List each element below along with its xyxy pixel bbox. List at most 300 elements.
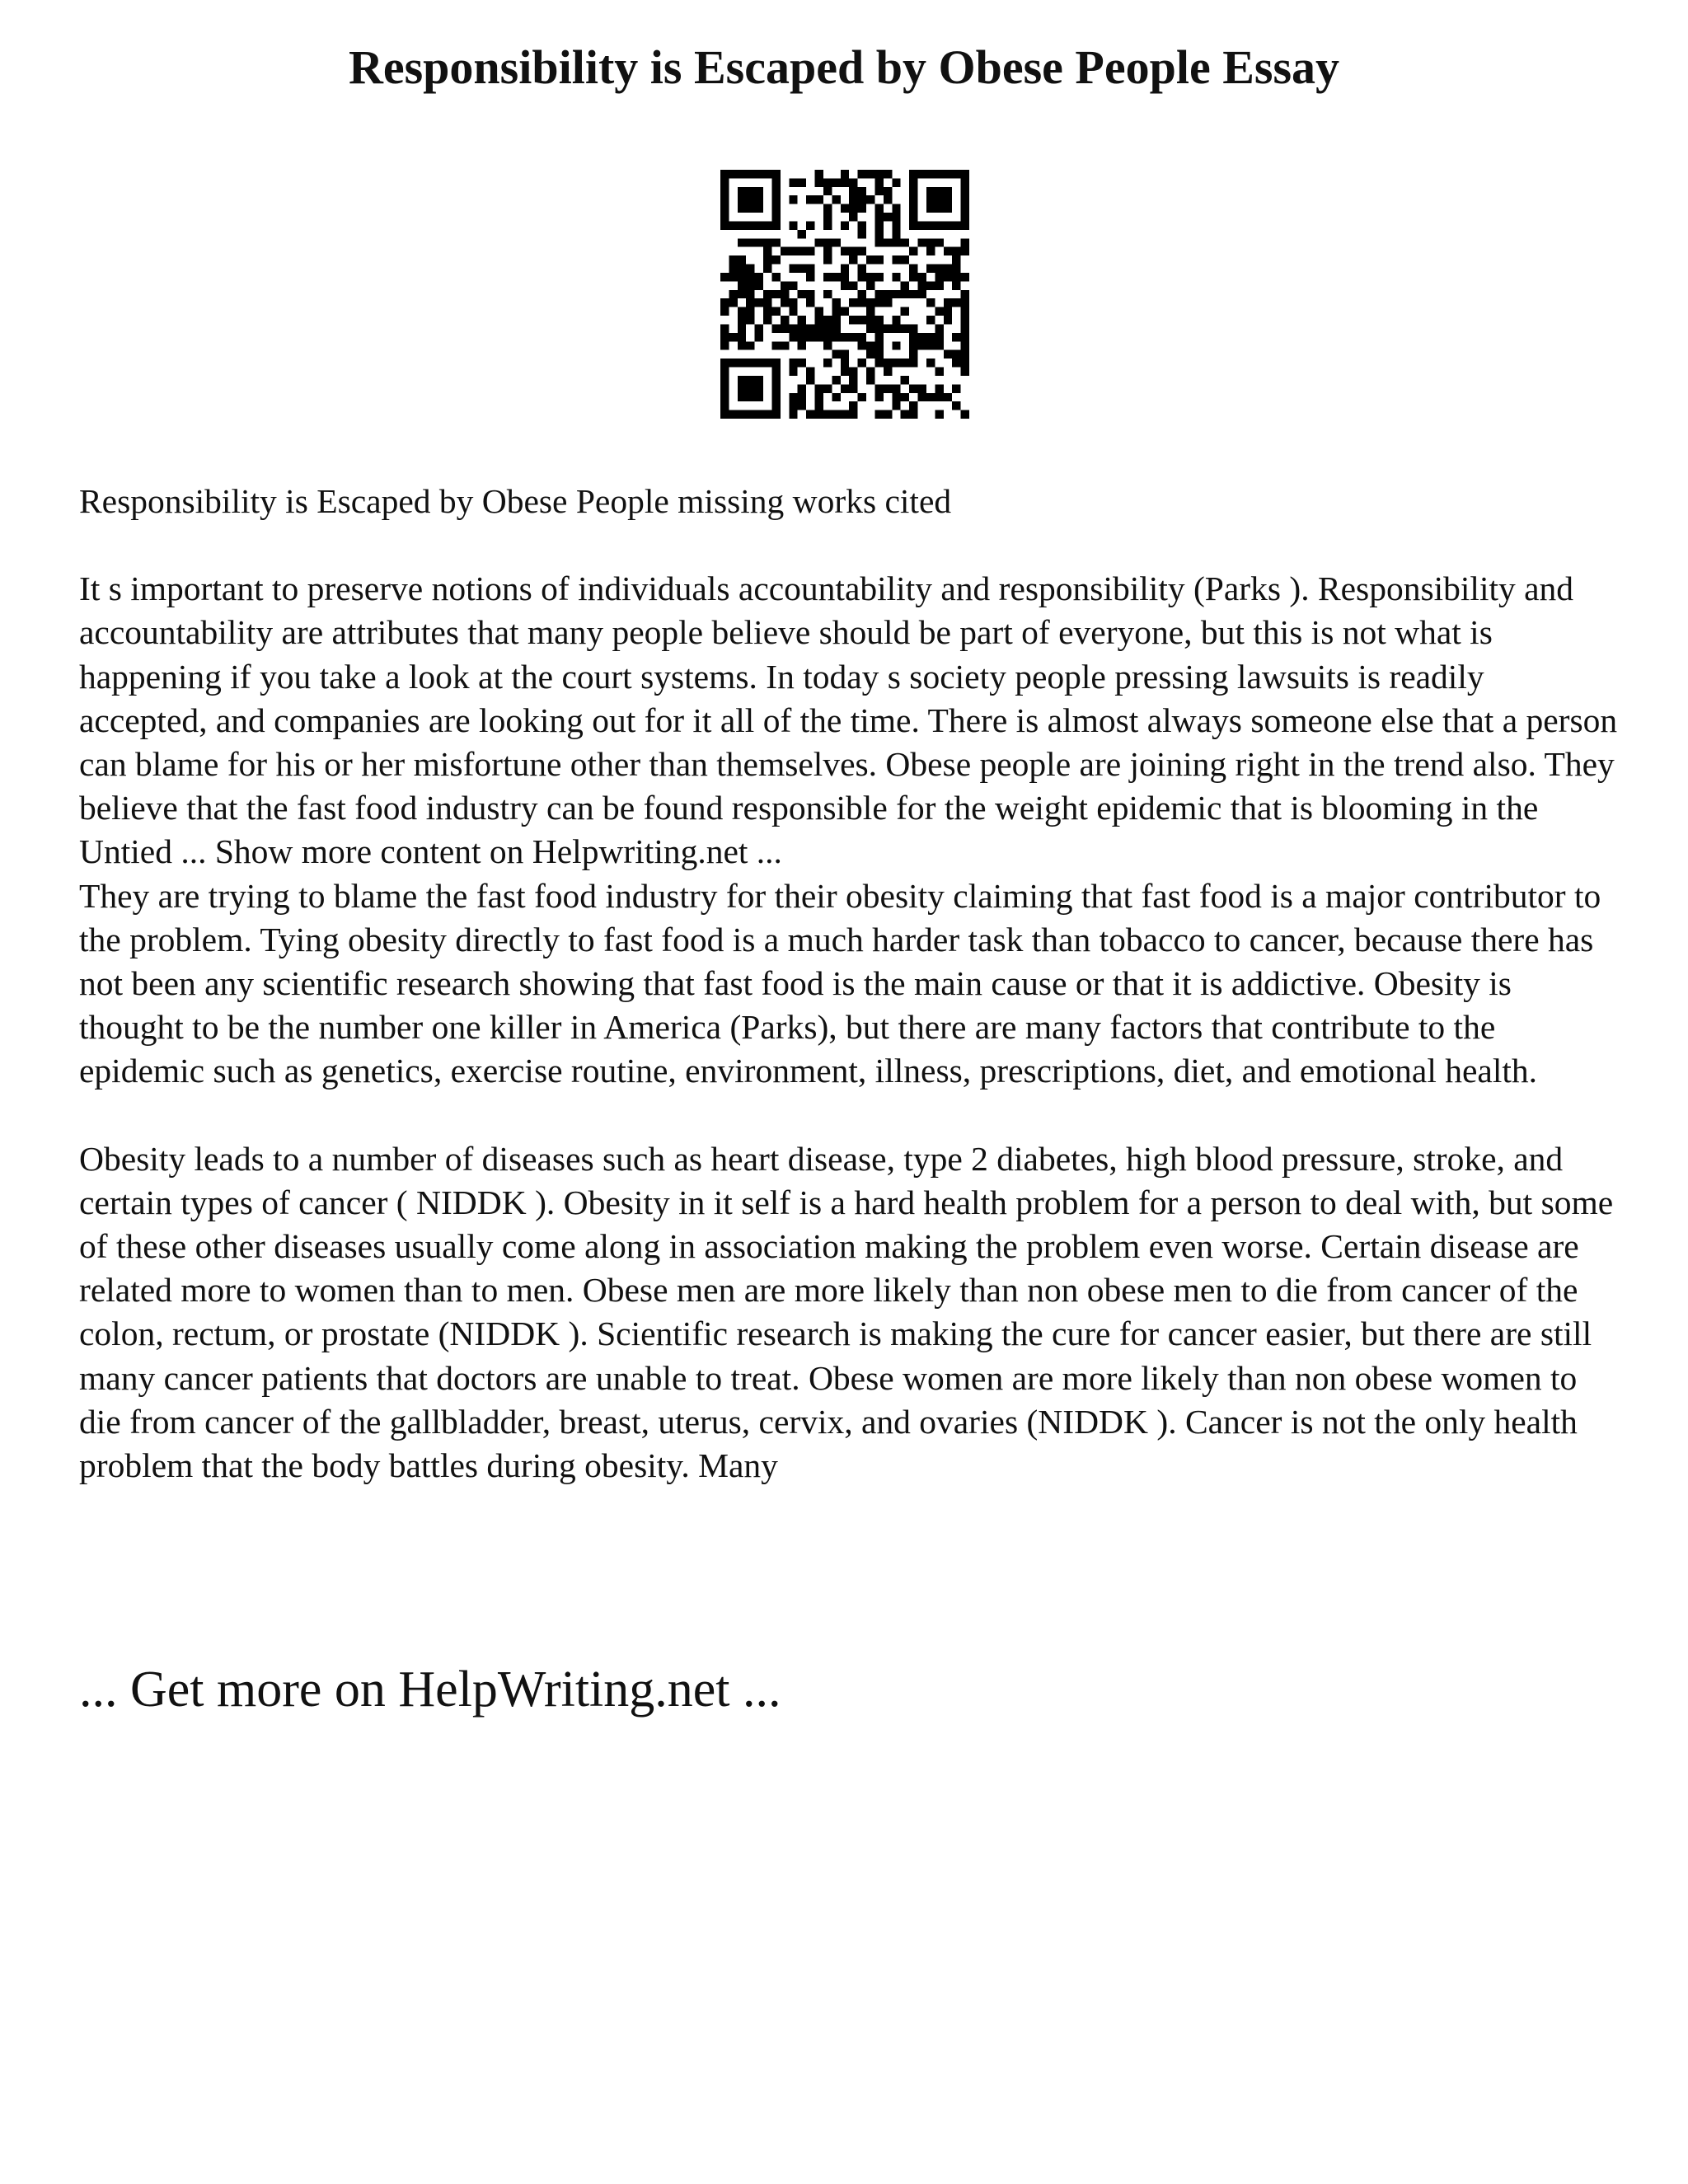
qr-module [961,410,969,419]
qr-module [884,238,892,246]
qr-module [874,238,883,246]
qr-module [806,368,814,376]
qr-module [841,170,849,178]
qr-module [866,341,874,349]
qr-module [781,341,789,349]
qr-module [832,178,840,186]
qr-module [789,368,797,376]
qr-module [952,247,960,255]
qr-module [806,376,814,384]
qr-module [798,384,806,392]
qr-module [789,195,797,204]
qr-module [935,333,943,341]
qr-module [720,333,729,341]
qr-module [771,195,780,204]
qr-module [746,393,754,401]
qr-module [849,410,857,419]
qr-module [806,221,814,229]
qr-module [832,273,840,281]
qr-module [738,255,746,264]
qr-module [918,170,926,178]
qr-module [832,195,840,204]
qr-module [874,384,883,392]
qr-module [935,281,943,289]
qr-module [926,359,935,367]
qr-module [729,290,737,298]
qr-module [944,204,952,213]
qr-module [884,170,892,178]
qr-module [841,368,849,376]
qr-module [901,393,909,401]
qr-module [755,170,763,178]
qr-module [866,368,874,376]
qr-module [720,221,729,229]
qr-module [798,341,806,349]
qr-module [841,307,849,316]
qr-module [961,290,969,298]
qr-module [763,221,771,229]
qr-module [935,204,943,213]
qr-module [952,350,960,359]
qr-module [738,204,746,213]
qr-module [771,204,780,213]
document-body [79,480,1620,1488]
qr-module [755,410,763,419]
qr-module [738,187,746,195]
qr-module [849,333,857,341]
qr-module [909,213,917,221]
qr-module [849,401,857,410]
qr-module [832,298,840,307]
qr-module [815,195,823,204]
qr-module [763,247,771,255]
qr-module [909,401,917,410]
qr-module [909,359,917,367]
qr-module [738,281,746,289]
qr-module [738,384,746,392]
qr-module [926,247,935,255]
qr-module [771,393,780,401]
qr-module [832,238,840,246]
qr-module [874,410,883,419]
qr-module [849,384,857,392]
qr-module [892,273,900,281]
qr-module [720,204,729,213]
qr-module [901,290,909,298]
qr-module [849,187,857,195]
qr-module [892,290,900,298]
qr-module [901,359,909,367]
qr-module [771,341,780,349]
qr-module [866,195,874,204]
qr-module [849,204,857,213]
qr-module [944,350,952,359]
document-title: Responsibility is Escaped by Obese People Essay [348,40,1340,94]
qr-module [935,265,943,273]
qr-module [944,307,952,316]
qr-module [874,290,883,298]
paragraph-2: They are trying to blame the fast food industry for their obesity claiming that fast food is a major contributor to the problem. Tying obesity directly to fast food is a much harder task than tobacco to cancer, because there has not been any scientific research showing that fast food is the main cause or that it is addictive. Obesity is thought to be the number one killer in America (Parks), but there are many factors that contribute to the epidemic such as genetics, exercise routine, environment, illness, prescriptions, diet, and emotional health. [79,876,1601,1090]
paragraph-3: Obesity leads to a number of diseases such as heart disease, type 2 diabetes, high blood pressure, stroke, and certain types of cancer ( NIDDK ). Obesity in it self is a hard health problem for a person to deal with, but some of these other diseases usually come along in association making the problem even worse. Certain disease are related more to women than to men. Obese men are more likely than non obese men to die from cancer of the colon, rectum, or prostate (NIDDK ). Scientific research is making the cure for cancer easier, but there are still many cancer patients that doctors are unable to treat. Obese women are more likely than non obese women to die from cancer of the gallbladder, breast, uterus, cervix, and ovaries (NIDDK ). Cancer is not the only health problem that the body battles during obesity. Many [79,1139,1614,1485]
qr-module [738,376,746,384]
qr-module [926,170,935,178]
qr-module [892,324,900,332]
qr-module [815,393,823,401]
qr-module [798,290,806,298]
qr-module [789,359,797,367]
qr-module [755,221,763,229]
qr-module [858,359,866,367]
qr-module [909,324,917,332]
qr-module [806,324,814,332]
qr-module [909,410,917,419]
qr-module [763,316,771,324]
qr-module [961,359,969,367]
qr-module [961,221,969,229]
qr-module [918,333,926,341]
qr-module [763,290,771,298]
qr-module [866,316,874,324]
qr-module [789,247,797,255]
qr-module [789,298,797,307]
qr-module [892,359,900,367]
qr-module [849,281,857,289]
qr-module [823,333,832,341]
qr-module [874,298,883,307]
qr-module [798,401,806,410]
qr-module [738,170,746,178]
qr-module [858,170,866,178]
qr-module [720,393,729,401]
qr-module [738,333,746,341]
qr-module [858,204,866,213]
qr-module [720,410,729,419]
qr-module [944,273,952,281]
qr-module [815,333,823,341]
qr-module [935,368,943,376]
qr-module [918,341,926,349]
qr-module [823,290,832,298]
qr-module [771,324,780,332]
get-more-link[interactable]: ... Get more on HelpWriting.net ... [79,1661,781,1718]
qr-module [944,195,952,204]
qr-module [832,324,840,332]
qr-module [874,170,883,178]
qr-module [789,324,797,332]
qr-module [926,195,935,204]
qr-module [763,255,771,264]
qr-module [720,384,729,392]
qr-module [738,221,746,229]
qr-module [961,350,969,359]
qr-module [961,178,969,186]
qr-module [961,187,969,195]
qr-module [961,170,969,178]
qr-module [738,265,746,273]
qr-module [874,213,883,221]
qr-module [961,316,969,324]
qr-module [798,333,806,341]
qr-module [738,290,746,298]
qr-module [892,230,900,238]
qr-module [884,290,892,298]
qr-module [918,238,926,246]
qr-module [909,195,917,204]
qr-module [763,359,771,367]
qr-module [935,195,943,204]
qr-module [798,316,806,324]
qr-module [926,204,935,213]
qr-module [901,376,909,384]
qr-module [729,221,737,229]
qr-module [935,221,943,229]
qr-module [755,359,763,367]
qr-module [866,281,874,289]
qr-module [729,298,737,307]
qr-module [806,333,814,341]
qr-module [892,384,900,392]
qr-module [926,281,935,289]
qr-module [926,316,935,324]
qr-module [874,341,883,349]
qr-module [815,316,823,324]
qr-module [823,324,832,332]
qr-module [901,410,909,419]
qr-module [755,324,763,332]
qr-module [909,170,917,178]
qr-module [729,359,737,367]
qr-module [858,393,866,401]
qr-module [755,238,763,246]
qr-module [961,273,969,281]
qr-module [952,359,960,367]
qr-module [944,316,952,324]
qr-module [771,359,780,367]
qr-module [823,213,832,221]
qr-module [935,307,943,316]
qr-module [892,213,900,221]
qr-module [918,290,926,298]
qr-module [720,307,729,316]
qr-module [763,265,771,273]
qr-module [789,221,797,229]
qr-module [746,265,754,273]
qr-module [909,350,917,359]
qr-module [866,298,874,307]
qr-module [798,265,806,273]
qr-module [952,170,960,178]
qr-module [944,265,952,273]
qr-module [720,213,729,221]
qr-module [746,376,754,384]
qr-module [755,273,763,281]
qr-module [832,307,840,316]
qr-module [884,324,892,332]
qr-module [849,298,857,307]
qr-module [746,221,754,229]
qr-module [763,298,771,307]
qr-module [755,195,763,204]
qr-module [755,393,763,401]
qr-module [841,333,849,341]
qr-module [841,410,849,419]
qr-module [961,195,969,204]
qr-module [738,316,746,324]
qr-module [729,273,737,281]
qr-module [952,265,960,273]
qr-module [815,410,823,419]
qr-module [746,307,754,316]
qr-module [909,247,917,255]
qr-module [823,384,832,392]
qr-module [866,255,874,264]
qr-code-graphic [720,170,969,419]
qr-module [909,384,917,392]
qr-module [884,368,892,376]
qr-module [738,273,746,281]
qr-module [841,384,849,392]
qr-module [874,230,883,238]
qr-module [738,307,746,316]
qr-module [849,376,857,384]
qr-module [892,401,900,410]
qr-module [771,307,780,316]
qr-module [755,281,763,289]
qr-module [952,298,960,307]
qr-module [771,178,780,186]
qr-module [789,265,797,273]
qr-module [961,213,969,221]
qr-module [866,307,874,316]
qr-module [874,204,883,213]
qr-module [858,230,866,238]
qr-module [961,247,969,255]
qr-module [849,195,857,204]
qr-module [926,333,935,341]
qr-module [926,393,935,401]
qr-module [832,316,840,324]
qr-module [823,247,832,255]
qr-module [798,247,806,255]
qr-module [781,316,789,324]
qr-module [884,213,892,221]
qr-module [884,187,892,195]
qr-module [806,247,814,255]
qr-module [841,359,849,367]
qr-module [866,324,874,332]
qr-module [892,255,900,264]
qr-module [832,410,840,419]
qr-module [771,213,780,221]
qr-module [806,290,814,298]
qr-module [815,170,823,178]
qr-module [874,393,883,401]
qr-module [823,341,832,349]
qr-module [755,384,763,392]
qr-module [926,221,935,229]
qr-module [823,273,832,281]
qr-module [935,384,943,392]
qr-module [874,178,883,186]
qr-module [866,273,874,281]
qr-module [858,247,866,255]
qr-module [901,281,909,289]
qr-module [858,273,866,281]
qr-module [789,281,797,289]
qr-module [935,393,943,401]
qr-module [746,316,754,324]
qr-module [858,290,866,298]
qr-module [909,273,917,281]
qr-module [858,341,866,349]
qr-module [918,393,926,401]
qr-module [841,178,849,186]
qr-module [884,298,892,307]
qr-module [798,178,806,186]
qr-module [755,376,763,384]
qr-module [858,221,866,229]
qr-module [781,298,789,307]
qr-module [892,238,900,246]
qr-module [763,307,771,316]
qr-module [952,255,960,264]
qr-module [755,298,763,307]
qr-module [918,273,926,281]
qr-module [755,187,763,195]
qr-module [806,195,814,204]
qr-module [746,281,754,289]
qr-module [944,393,952,401]
qr-module [746,384,754,392]
qr-module [849,368,857,376]
qr-module [746,195,754,204]
qr-module [746,298,754,307]
qr-module [909,341,917,349]
qr-module [884,195,892,204]
qr-module [952,273,960,281]
qr-module [720,376,729,384]
qr-module [874,350,883,359]
qr-module [858,265,866,273]
qr-module [935,187,943,195]
qr-module [935,410,943,419]
qr-module [841,265,849,273]
qr-module [771,410,780,419]
qr-module [729,265,737,273]
qr-module [892,341,900,349]
qr-module [763,170,771,178]
qr-module [806,298,814,307]
qr-module [892,393,900,401]
qr-module [832,376,840,384]
qr-module [961,298,969,307]
qr-module [738,324,746,332]
qr-module [738,195,746,204]
qr-module [823,204,832,213]
qr-module [918,221,926,229]
qr-module [720,359,729,367]
qr-module [763,238,771,246]
qr-module [926,265,935,273]
qr-module [926,341,935,349]
qr-module [866,376,874,384]
qr-module [952,384,960,392]
qr-module [781,290,789,298]
qr-module [789,393,797,401]
qr-module [935,324,943,332]
qr-module [944,187,952,195]
qr-module [874,255,883,264]
